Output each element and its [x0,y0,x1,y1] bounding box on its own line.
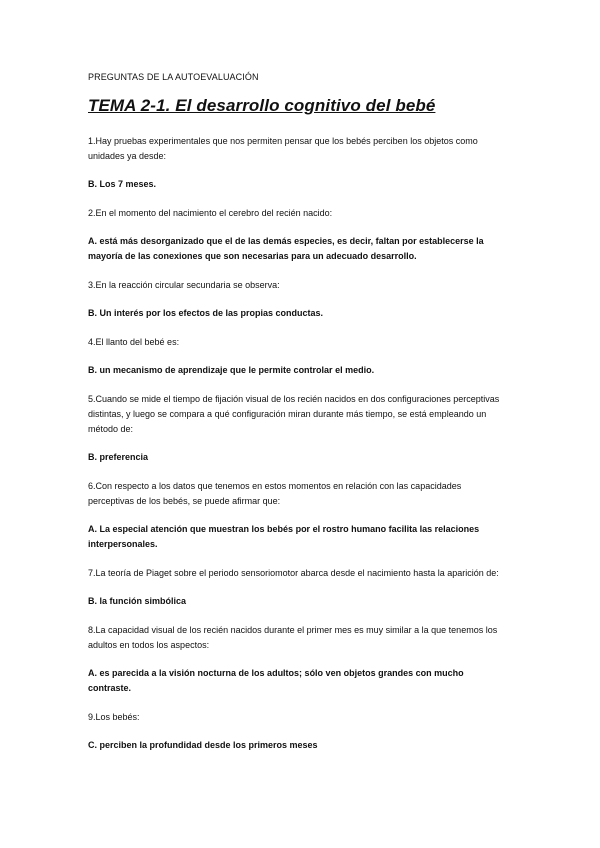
answer-text: A. La especial atención que muestran los bebés por el rostro humano facilita las relaciones interpersonales. [88,524,480,549]
answer-text: B. la función simbólica [88,596,187,606]
question-text: 4.El llanto del bebé es: [88,337,180,347]
question-text: 8.La capacidad visual de los recién nacidos durante el primer mes es muy similar a la que tenemos los adultos en todos los aspectos: [88,625,498,650]
qa-list [88,134,508,767]
question-text: 5.Cuando se mide el tiempo de fijación visual de los recién nacidos en dos configuraciones perceptivas distintas, y luego se compara a qué configuración miran durante más tiempo, se está empleando un método de: [88,394,500,434]
qa-item [88,566,508,609]
qa-item [88,392,508,465]
qa-item [88,710,508,753]
question-text: 7.La teoría de Piaget sobre el periodo sensoriomotor abarca desde el nacimiento hasta la aparición de: [88,568,499,578]
question-text: 2.En el momento del nacimiento el cerebro del recién nacido: [88,208,333,218]
qa-item [88,623,508,696]
question-text: 1.Hay pruebas experimentales que nos permiten pensar que los bebés perciben los objetos como unidades ya desde: [88,136,478,161]
answer-text: A. está más desorganizado que el de las demás especies, es decir, faltan por establecerse la mayoría de las conexiones que son necesarias para un adecuado desarrollo. [88,236,484,261]
answer-text: A. es parecida a la visión nocturna de los adultos; sólo ven objetos grandes con mucho contraste. [88,668,464,693]
page-title: TEMA 2-1. El desarrollo cognitivo del bebé [88,96,436,115]
answer-text: B. preferencia [88,452,149,462]
qa-item [88,278,508,321]
qa-item [88,134,508,192]
question-text: 9.Los bebés: [88,712,140,722]
qa-item [88,335,508,378]
document-header: PREGUNTAS DE LA AUTOEVALUACIÓN [88,72,259,82]
qa-item [88,206,508,264]
question-text: 6.Con respecto a los datos que tenemos en estos momentos en relación con las capacidades perceptivas de los bebés, se puede afirmar que: [88,481,462,506]
answer-text: B. un mecanismo de aprendizaje que le permite controlar el medio. [88,365,375,375]
answer-text: B. Un interés por los efectos de las propias conductas. [88,308,324,318]
qa-item [88,479,508,552]
question-text: 3.En la reacción circular secundaria se observa: [88,280,280,290]
answer-text: C. perciben la profundidad desde los primeros meses [88,740,318,750]
answer-text: B. Los 7 meses. [88,179,157,189]
